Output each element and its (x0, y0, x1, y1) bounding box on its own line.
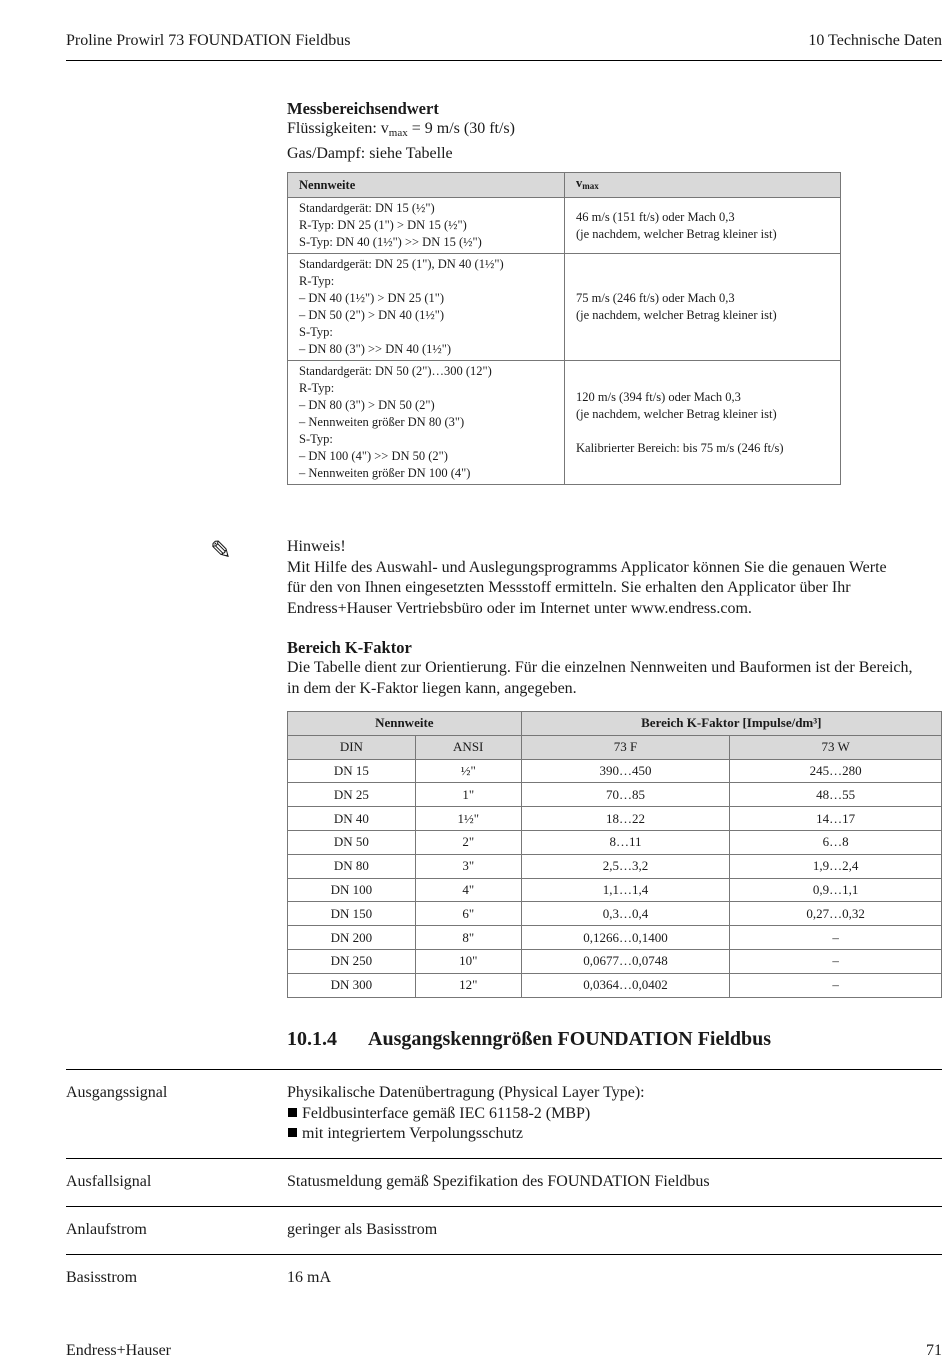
table-cell: DN 40 (288, 807, 416, 831)
table-row (288, 854, 942, 878)
table-row (288, 902, 942, 926)
table-row (288, 198, 841, 254)
kfaktor-line: Die Tabelle dient zur Orientierung. Für die einzelnen Nennweiten und Bauformen ist der Bereich, (287, 659, 913, 676)
table-row (288, 807, 942, 831)
table-cell: 8" (415, 926, 521, 950)
table-cell: – (730, 949, 942, 973)
vmax-table-header-vmax: $v_{max}$ (565, 173, 841, 198)
hinweis-title: Hinweis! (287, 538, 346, 555)
k-table-header-73f: 73 F (521, 735, 730, 759)
table-cell: 3" (415, 854, 521, 878)
property-row-basisstrom (66, 1254, 942, 1302)
property-label: Basisstrom (66, 1269, 138, 1286)
table-cell: DN 50 (288, 830, 416, 854)
table-cell: 1,9…2,4 (730, 854, 942, 878)
footer-company: Endress+Hauser (66, 1342, 171, 1359)
vmax-row-2-value (565, 254, 841, 361)
gas-dampf-line: Gas/Dampf: siehe Tabelle (287, 144, 453, 162)
vmax-row-1-value (565, 198, 841, 254)
table-cell: 0,0677…0,0748 (521, 949, 730, 973)
k-table-header-73w: 73 W (730, 735, 942, 759)
messbereich-heading: Messbereichsendwert (287, 99, 439, 118)
cell-line: S-Typ: DN 40 (1½") >> DN 15 (½") (299, 235, 482, 249)
table-cell: 1½" (415, 807, 521, 831)
cell-line: 75 m/s (246 ft/s) oder Mach 0,3 (576, 291, 735, 305)
table-cell: 12" (415, 973, 521, 997)
table-cell: 14…17 (730, 807, 942, 831)
property-row-anlaufstrom (66, 1206, 942, 1254)
vmax-row-3-nennweite (288, 361, 565, 485)
table-cell: 8…11 (521, 830, 730, 854)
cell-line: S-Typ: (299, 432, 333, 446)
cell-line: R-Typ: DN 25 (1") > DN 15 (½") (299, 218, 467, 232)
section-heading-1014 (287, 1028, 771, 1051)
cell-line: – DN 40 (1½") > DN 25 (1") (299, 291, 445, 305)
table-cell: 6…8 (730, 830, 942, 854)
hinweis-block (287, 537, 942, 619)
fluessigkeiten-line: Flüssigkeiten: $v_{max} = 9$ m/s (30 ft/s) (287, 120, 515, 139)
cell-line: Kalibrierter Bereich: bis 75 m/s (246 ft/s) (576, 440, 784, 455)
table-row (288, 973, 942, 997)
table-cell: 70…85 (521, 783, 730, 807)
cell-line: Standardgerät: DN 50 (2")…300 (12") (299, 364, 492, 378)
table-cell: DN 15 (288, 759, 416, 783)
k-factor-table (287, 711, 942, 998)
property-value: Physikalische Datenübertragung (Physical Layer Type): Feldbusinterface gemäß IEC 61158-2 (MBP) mit integriertem Verpolungsschutz (287, 1083, 645, 1145)
vmax-row-1-nennweite (288, 198, 565, 254)
hinweis-line: Endress+Hauser Vertriebsbüro oder im Internet unter www.endress.com. (287, 599, 752, 617)
k-table-header-nennweite: Nennweite (288, 712, 522, 736)
table-row (288, 949, 942, 973)
bullet-item: Feldbusinterface gemäß IEC 61158-2 (MBP) (287, 1104, 645, 1125)
property-value: 16 mA (287, 1269, 331, 1286)
table-cell: 0,3…0,4 (521, 902, 730, 926)
table-cell: 0,0364…0,0402 (521, 973, 730, 997)
table-cell: 0,9…1,1 (730, 878, 942, 902)
table-cell: ½" (415, 759, 521, 783)
table-cell: 0,27…0,32 (730, 902, 942, 926)
cell-line: Standardgerät: DN 15 (½") (299, 201, 435, 215)
property-value: Statusmeldung gemäß Spezifikation des FOUNDATION Fieldbus (287, 1173, 710, 1190)
table-cell: 10" (415, 949, 521, 973)
property-row-ausfallsignal (66, 1158, 942, 1206)
table-cell: DN 80 (288, 854, 416, 878)
table-cell: 1,1…1,4 (521, 878, 730, 902)
bullet-square-icon (288, 1128, 297, 1137)
cell-line: – DN 100 (4") >> DN 50 (2") (299, 449, 448, 463)
cell-line: 46 m/s (151 ft/s) oder Mach 0,3 (576, 209, 735, 224)
kfaktor-line: in dem der K-Faktor liegen kann, angegeben. (287, 679, 577, 697)
table-cell: DN 100 (288, 878, 416, 902)
table-cell: DN 250 (288, 949, 416, 973)
table-row (288, 878, 942, 902)
property-row-ausgangssignal (66, 1069, 942, 1158)
table-row (288, 830, 942, 854)
header-chapter-title: 10 Technische Daten (808, 32, 942, 49)
page-number: 71 (926, 1342, 942, 1359)
property-label: Anlaufstrom (66, 1221, 147, 1238)
table-row (288, 254, 841, 361)
cell-line: – DN 50 (2") > DN 40 (1½") (299, 308, 445, 322)
vmax-row-2-nennweite (288, 254, 565, 361)
k-table-header-bereich: Bereich K-Faktor [Impulse/dm³] (521, 712, 941, 736)
cell-line: (je nachdem, welcher Betrag kleiner ist) (576, 308, 777, 322)
table-cell: 18…22 (521, 807, 730, 831)
cell-line: R-Typ: (299, 274, 335, 288)
hinweis-line: für den von Ihnen eingesetzten Messstoff ermitteln. Sie erhalten den Applicator über Ihr (287, 579, 851, 596)
table-cell: 1" (415, 783, 521, 807)
cell-line: – DN 80 (3") > DN 50 (2") (299, 398, 435, 412)
table-cell: DN 25 (288, 783, 416, 807)
header-divider (66, 60, 942, 61)
pencil-icon: ✎ (210, 536, 232, 566)
property-label: Ausfallsignal (66, 1173, 152, 1190)
section-number: 10.1.4 (287, 1028, 337, 1050)
table-cell: DN 150 (288, 902, 416, 926)
cell-line: 120 m/s (394 ft/s) oder Mach 0,3 (576, 389, 741, 404)
cell-line: – Nennweiten größer DN 80 (3") (299, 415, 465, 429)
vmax-table-header-nennweite: Nennweite (288, 173, 565, 198)
table-cell: 4" (415, 878, 521, 902)
table-cell: 48…55 (730, 783, 942, 807)
bullet-item: mit integriertem Verpolungsschutz (287, 1124, 645, 1145)
table-cell: 2" (415, 830, 521, 854)
header-product-title: Proline Prowirl 73 FOUNDATION Fieldbus (66, 32, 351, 49)
table-row (288, 759, 942, 783)
table-cell: 2,5…3,2 (521, 854, 730, 878)
cell-line: (je nachdem, welcher Betrag kleiner ist) (576, 406, 777, 421)
table-cell: DN 300 (288, 973, 416, 997)
property-value: geringer als Basisstrom (287, 1221, 438, 1238)
cell-line: S-Typ: (299, 325, 333, 339)
hinweis-line: Mit Hilfe des Auswahl- und Auslegungsprogramms Applicator können Sie die genauen Werte (287, 558, 887, 576)
kfaktor-block (287, 638, 942, 699)
messbereich-block (287, 99, 942, 164)
table-cell: – (730, 973, 942, 997)
bullet-square-icon (288, 1108, 297, 1117)
table-cell: 6" (415, 902, 521, 926)
cell-line: R-Typ: (299, 381, 335, 395)
vmax-row-3-value (565, 361, 841, 485)
cell-line: – Nennweiten größer DN 100 (4") (299, 466, 471, 480)
kfaktor-heading: Bereich K-Faktor (287, 638, 412, 657)
cell-line: (je nachdem, welcher Betrag kleiner ist) (576, 226, 777, 241)
cell-line: – DN 80 (3") >> DN 40 (1½") (299, 342, 452, 356)
cell-line: Standardgerät: DN 25 (1"), DN 40 (1½") (299, 257, 504, 271)
table-row (288, 926, 942, 950)
table-cell: 390…450 (521, 759, 730, 783)
table-cell: DN 200 (288, 926, 416, 950)
k-table-header-ansi: ANSI (415, 735, 521, 759)
k-table-header-din: DIN (288, 735, 416, 759)
table-row (288, 783, 942, 807)
property-label: Ausgangssignal (66, 1084, 168, 1101)
table-cell: 245…280 (730, 759, 942, 783)
table-cell: 0,1266…0,1400 (521, 926, 730, 950)
vmax-table (287, 172, 841, 485)
table-row (288, 361, 841, 485)
table-cell: – (730, 926, 942, 950)
section-title: Ausgangskenngrößen FOUNDATION Fieldbus (368, 1028, 772, 1050)
